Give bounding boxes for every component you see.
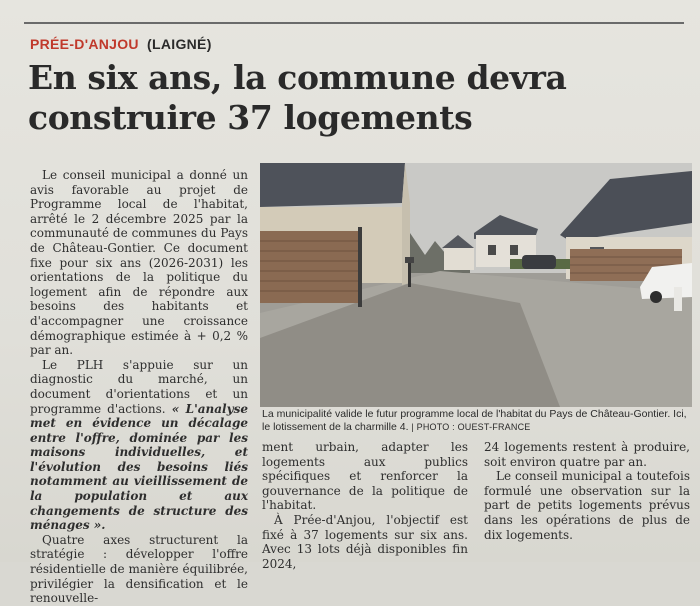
kicker-sublocation: (LAIGNÉ) <box>147 36 212 52</box>
column-1 <box>30 168 248 606</box>
col1-paragraph-2-text: Le PLH s'appuie sur un diagnostic du marché, un document d'orientations et un programme d'actions. <box>30 357 248 416</box>
col1-quote: « L'analyse met en évidence un décalage entre l'offre, dominée par les maisons individuelles, et l'évolution des besoins liés notamment au vieillissement de la population et aux changements de structure des ménages ». <box>30 401 248 533</box>
col1-paragraph-1: Le conseil municipal a donné un avis favorable au projet de Programme local de l'habitat, arrêté le 2 décembre 2025 par la communauté de communes du Pays de Château-Gontier. Ce document fixe pour six ans (2026-2031) les orientations de la politique du logement afin de répondre aux besoins des habitants et d'accompagner une croissance démographique estimée à + 0,2 % par an. <box>30 168 248 358</box>
headline-line-1: En six ans, la commune devra <box>28 58 567 97</box>
kicker <box>30 36 212 52</box>
housing-estate-photo <box>260 163 692 407</box>
caption-text: La municipalité valide le futur programme local de l'habitat du Pays de Château-Gontier. Ici, le lotissement de la charmille 4. <box>262 408 687 433</box>
col2-paragraph-1: ment urbain, adapter les logements aux publics spécifiques et renforcer la gouvernance de la politique de l'habitat. <box>262 440 468 513</box>
col1-paragraph-3: Quatre axes structurent la stratégie : développer l'offre résidentielle de manière équilibrée, privilégier la densification et le renouvelle- <box>30 532 248 606</box>
headline-line-2: construire 37 logements <box>28 98 473 137</box>
column-2 <box>262 440 468 571</box>
col3-paragraph-2: Le conseil municipal a toutefois formulé une observation sur la part de petits logements prévus dans les opérations de plus de dix logements. <box>484 469 690 542</box>
caption-credit: | PHOTO : OUEST-FRANCE <box>411 422 531 432</box>
kicker-location: PRÉE-D'ANJOU <box>30 36 139 52</box>
col1-paragraph-2 <box>30 358 248 533</box>
col2-paragraph-2: À Prée-d'Anjou, l'objectif est fixé à 37 logements sur six ans. Avec 13 lots déjà disponibles fin 2024, <box>262 512 468 571</box>
column-3 <box>484 440 690 542</box>
headline <box>28 58 678 138</box>
top-rule <box>24 22 684 24</box>
col3-paragraph-1: 24 logements restent à produire, soit environ quatre par an. <box>484 440 690 469</box>
photo-caption <box>262 408 690 434</box>
